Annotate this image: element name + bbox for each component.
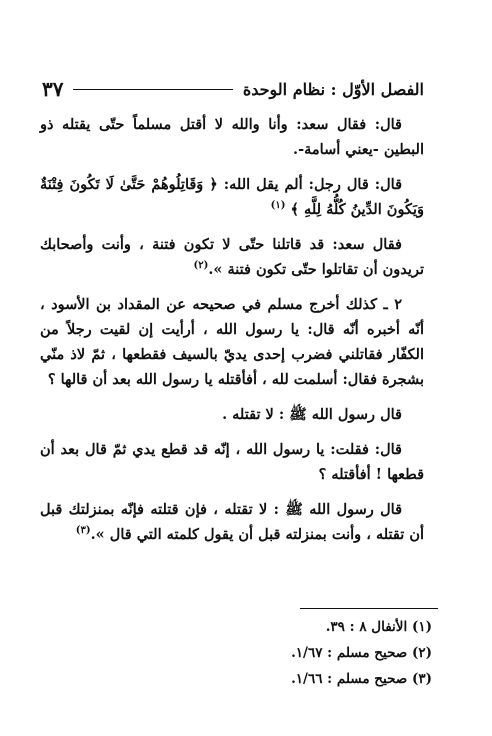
paragraph-2 bbox=[40, 172, 424, 222]
footnote-ref-2: (٢) bbox=[193, 260, 209, 272]
footnote-2: (٢) صحيح مسلم : ١/٦٧. bbox=[291, 645, 432, 661]
paragraph-1: قال: فقال سعد: وأنا والله لا أقتل مسلماً حتّى يقتله ذو البطين -يعني أسامة-. bbox=[40, 116, 424, 158]
footnote-1: (١) الأنفال ٨ : ٣٩. bbox=[325, 619, 432, 635]
footnotes bbox=[140, 614, 432, 692]
header-rule bbox=[73, 89, 232, 90]
chapter-title: الفصل الأوّل : نظام الوحدة bbox=[242, 79, 424, 99]
running-header bbox=[42, 74, 424, 104]
footnote-3: (٣) صحيح مسلم : ١/٦٦. bbox=[291, 671, 432, 687]
body-text bbox=[40, 112, 424, 557]
footnote-divider bbox=[300, 608, 438, 609]
footnote-ref-1: (١) bbox=[270, 200, 286, 212]
quran-verse: ﴿ وَقَاتِلُوهُمْ حَتَّىٰ لَا تَكُونَ فِتْنَةٌ وَيَكُونَ الدِّينُ كُلُّهُ لِلَّهِ ﴾ bbox=[40, 176, 424, 218]
paragraph-3-text: فقال سعد: قد قاتلنا حتّى لا تكون فتنة ، وأنت وأصحابك تريدون أن تقاتلوا حتّى تكون فتنة ». bbox=[40, 236, 424, 278]
paragraph-7-text: قال رسول الله ﷺ : لا تقتله ، فإن قتلته فإنّه بمنزلتك قبل أن تقتله ، وأنت بمنزلته قبل أن يقول كلمته التي قال ». bbox=[40, 501, 424, 543]
paragraph-3 bbox=[40, 232, 424, 282]
paragraph-5: قال رسول الله ﷺ : لا تقتله . bbox=[222, 406, 402, 423]
paragraph-7 bbox=[40, 497, 424, 547]
paragraph-4: ٢ ـ كذلك أخرج مسلم في صحيحه عن المقداد بن الأسود ، أنّه أخبره أنّه قال: يا رسول الله ، أرأيت إن لقيت رجلاً من الكفّار فقاتلني فضرب إحدى يديّ بالسيف فقطعها ، ثمّ لاذ منّي بشجرة فقال: أسلمت لله ، أفأقتله يا رسول الله بعد أن قالها ؟ bbox=[40, 296, 424, 388]
page-number: ٣٧ bbox=[42, 77, 64, 101]
paragraph-6: قال: فقلت: يا رسول الله ، إنّه قد قطع يدي ثمّ قال بعد أن قطعها ! أفأقتله ؟ bbox=[40, 441, 424, 483]
paragraph-2-intro: قال: قال رجل: ألم يقل الله: bbox=[217, 176, 403, 193]
footnote-ref-3: (٣) bbox=[75, 525, 91, 537]
